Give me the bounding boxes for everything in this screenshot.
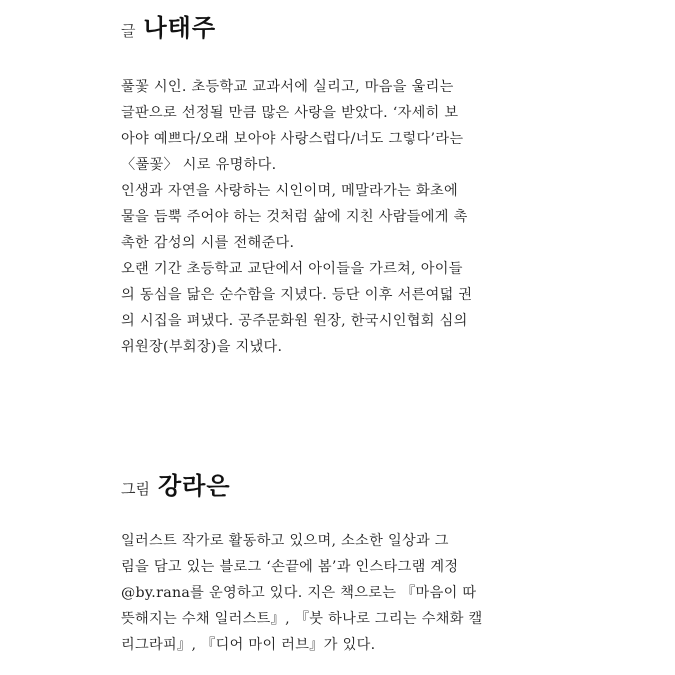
illustrator-bio-line: @by.rana를 운영하고 있다. 지은 책으로는 『마음이 따 (121, 585, 477, 601)
author-name: 나태주 (143, 13, 217, 42)
illustrator-heading (121, 466, 521, 506)
illustrator-bio-line: 림을 담고 있는 블로그 ‘손끝에 봄’과 인스타그램 계정 (121, 559, 459, 575)
author-bio-line: 인생과 자연을 사랑하는 시인이며, 메말라가는 화초에 (121, 183, 458, 199)
author-bio-line: 위원장(부회장)을 지냈다. (121, 339, 283, 355)
author-bio-line: 풀꽃 시인. 초등학교 교과서에 실리고, 마음을 울리는 (121, 79, 454, 95)
illustrator-bio-line: 리그라피』, 『디어 마이 러브』가 있다. (121, 637, 376, 653)
illustrator-section (121, 466, 521, 653)
author-bio-line: 의 시집을 펴냈다. 공주문화원 원장, 한국시인협회 심의 (121, 313, 468, 329)
author-heading (121, 8, 521, 48)
author-bio-line: 글판으로 선정될 만큼 많은 사랑을 받았다. ‘자세히 보 (121, 105, 459, 121)
author-bio (121, 74, 472, 360)
author-section (121, 8, 521, 355)
author-bio-line: 아야 예쁘다/오래 보아야 사랑스럽다/너도 그렇다’라는 (121, 131, 464, 147)
illustrator-bio-line: 일러스트 작가로 활동하고 있으며, 소소한 일상과 그 (121, 533, 449, 549)
illustrator-bio (121, 528, 483, 658)
author-bio-line: 촉한 감성의 시를 전해준다. (121, 235, 295, 251)
illustrator-name: 강라은 (157, 471, 231, 500)
author-role-label: 글 (121, 22, 136, 40)
author-bio-line: 오랜 기간 초등학교 교단에서 아이들을 가르쳐, 아이들 (121, 261, 463, 277)
author-bio-line: 물을 듬뿍 주어야 하는 것처럼 삶에 지친 사람들에게 촉 (121, 209, 468, 225)
author-bio-line: 〈풀꽃〉 시로 유명하다. (121, 157, 277, 173)
author-bio-line: 의 동심을 닮은 순수함을 지녔다. 등단 이후 서른여덟 권 (121, 287, 473, 303)
illustrator-bio-line: 뜻해지는 수채 일러스트』, 『붓 하나로 그리는 수채화 캘 (121, 611, 483, 627)
illustrator-role-label: 그림 (121, 480, 150, 498)
